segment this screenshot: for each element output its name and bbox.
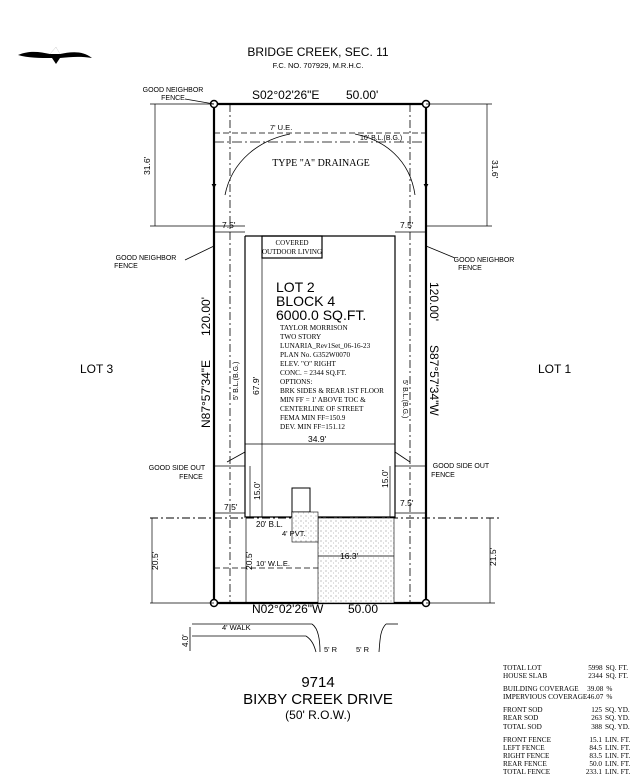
summary-unit: % xyxy=(606,685,613,694)
fence-side-right-1: GOOD SIDE OUT xyxy=(432,463,490,470)
summary-row xyxy=(503,693,629,701)
summary-row xyxy=(503,685,629,693)
bearing-bottom-distance: 50.00 xyxy=(348,602,379,616)
drive-left: 20.5' xyxy=(150,551,160,570)
address-row: (50' R.O.W.) xyxy=(285,708,351,722)
summary-value: 2344 xyxy=(588,672,603,681)
svg-text:TWO STORY: TWO STORY xyxy=(280,333,322,341)
summary-row xyxy=(503,744,629,752)
summary-label: BUILDING COVERAGE xyxy=(503,685,579,694)
summary-row xyxy=(503,752,629,760)
summary-row xyxy=(503,736,629,744)
walk-label: 4' WALK xyxy=(222,623,251,632)
setback-left: 7.5' xyxy=(222,220,236,230)
summary-value: 39.08 xyxy=(587,685,604,694)
svg-text:PLAN No. G352W0070: PLAN No. G352W0070 xyxy=(280,351,351,359)
svg-text:CONC. = 2344 SQ.FT.: CONC. = 2344 SQ.FT. xyxy=(280,369,347,377)
front-right: 15.0' xyxy=(380,469,390,488)
fence-top-left-1: GOOD NEIGHBOR xyxy=(142,87,204,94)
drainage-label: TYPE "A" DRAINAGE xyxy=(272,158,370,169)
svg-text:LUNARIA_Rev1Set_06-16-23: LUNARIA_Rev1Set_06-16-23 xyxy=(280,342,371,350)
lot-number: LOT 2 xyxy=(276,279,315,295)
drive-right: 21.5' xyxy=(488,547,498,566)
summary-unit: SQ. YD. xyxy=(605,722,630,731)
setback-right: 7.5' xyxy=(400,220,414,230)
fence-side-left-1: GOOD SIDE OUT xyxy=(148,465,206,472)
summary-label: TOTAL LOT xyxy=(503,664,542,672)
fence-mid-left-1: GOOD NEIGHBOR xyxy=(115,255,177,262)
summary-label: REAR FENCE xyxy=(503,759,547,768)
summary-label: RIGHT FENCE xyxy=(503,751,550,760)
summary-row xyxy=(503,672,629,680)
summary-value: 50.0 xyxy=(589,759,602,768)
summary-label: LEFT FENCE xyxy=(503,743,545,752)
summary-value: 388 xyxy=(591,722,602,731)
covered-label-2: OUTDOOR LIVING xyxy=(261,248,323,256)
address-street: BIXBY CREEK DRIVE xyxy=(243,691,393,708)
svg-text:ELEV. "O" RIGHT: ELEV. "O" RIGHT xyxy=(280,360,336,368)
ue-label: 7' U.E. xyxy=(270,123,293,132)
bl-side-left: 5' B.L.(B.G.) xyxy=(233,361,240,400)
covered-label-1: COVERED xyxy=(275,239,309,247)
bearing-top: S02°02'26"E xyxy=(252,88,320,102)
summary-row xyxy=(503,760,629,768)
front-left: 15.0' xyxy=(252,481,262,500)
summary-value: 84.5 xyxy=(589,743,602,752)
wle-label: 10' W.L.E. xyxy=(256,559,290,568)
north-arrow-icon xyxy=(18,47,92,64)
summary-unit: % xyxy=(606,693,613,702)
fence-mid-right-2: FENCE xyxy=(458,265,482,272)
summary-label: REAR SOD xyxy=(503,714,539,723)
bearing-left-distance: 120.00' xyxy=(199,297,213,336)
summary-label: TOTAL SOD xyxy=(503,722,542,731)
fence-mid-left-2: FENCE xyxy=(114,263,138,270)
lot-left: LOT 3 xyxy=(80,362,114,376)
lot-area: 6000.0 SQ.FT. xyxy=(276,307,367,323)
summary-unit: SQ. FT. xyxy=(605,664,628,672)
bearing-right-distance: 120.00' xyxy=(427,282,441,321)
summary-value: 263 xyxy=(591,714,602,723)
dim-top-right: 31.6' xyxy=(490,160,500,179)
drive-left-inner: 20.5' xyxy=(244,551,254,570)
pvt-label: 4' PVT. xyxy=(282,529,306,538)
dim-top-left: 31.6' xyxy=(142,156,152,175)
summary-unit: SQ. YD. xyxy=(605,714,630,723)
summary-label: FRONT SOD xyxy=(503,706,543,715)
summary-value: 46.07 xyxy=(587,693,604,702)
summary-unit: LIN. FT. xyxy=(605,743,631,752)
porch xyxy=(292,488,310,512)
summary-value: 15.1 xyxy=(589,735,602,744)
summary-row xyxy=(503,723,629,731)
summary-unit: LIN. FT. xyxy=(605,759,631,768)
summary-unit: LIN. FT. xyxy=(605,751,631,760)
bl-top-label: 10' B.L.(B.G.) xyxy=(360,135,403,142)
summary-row xyxy=(503,768,629,776)
fence-mid-right-1: GOOD NEIGHBOR xyxy=(453,257,515,264)
summary-row xyxy=(503,714,629,722)
svg-text:OPTIONS:: OPTIONS: xyxy=(280,378,313,386)
summary-unit: LIN. FT. xyxy=(605,735,631,744)
summary-row xyxy=(503,706,629,714)
summary-value: 5998 xyxy=(588,664,603,672)
walk-width: 16.3' xyxy=(340,551,359,561)
house-width: 34.9' xyxy=(308,434,327,444)
summary-row xyxy=(503,664,629,672)
bearing-right: S87°57'34"W xyxy=(427,345,441,416)
setback-right-front: 7.5' xyxy=(400,498,414,508)
summary-unit: SQ. YD. xyxy=(605,706,630,715)
house-notes xyxy=(280,324,384,431)
subdivision-fc: F.C. NO. 707929, M.R.H.C. xyxy=(272,61,364,70)
svg-text:BRK SIDES & REAR 1ST FLOOR: BRK SIDES & REAR 1ST FLOOR xyxy=(280,387,384,395)
svg-text:DEV. MIN FF=151.12: DEV. MIN FF=151.12 xyxy=(280,423,346,431)
walk-depth: 4.0' xyxy=(181,634,190,647)
bl-side-right: 5' B.L.(B.G.) xyxy=(401,380,408,419)
lot-right: LOT 1 xyxy=(538,362,572,376)
svg-text:CENTERLINE OF STREET: CENTERLINE OF STREET xyxy=(280,405,364,413)
svg-text:FEMA MIN FF=150.9: FEMA MIN FF=150.9 xyxy=(280,414,346,422)
bearing-bottom: N02°02'26"W xyxy=(252,602,324,616)
site-summary-table xyxy=(503,664,629,776)
setback-left-front: 7.5' xyxy=(224,502,238,512)
summary-label: FRONT FENCE xyxy=(503,735,551,744)
bearing-top-distance: 50.00' xyxy=(346,88,379,102)
summary-label: HOUSE SLAB xyxy=(503,672,548,681)
bearing-left: N87°57'34"E xyxy=(199,359,213,428)
address-number: 9714 xyxy=(301,674,335,691)
summary-value: 233.1 xyxy=(585,768,602,776)
fence-side-right-2: FENCE xyxy=(431,472,455,479)
svg-text:MIN FF = 1' ABOVE TOC &: MIN FF = 1' ABOVE TOC & xyxy=(280,396,366,404)
fence-top-left-2: FENCE xyxy=(161,95,185,102)
summary-label: TOTAL FENCE xyxy=(503,768,551,776)
summary-unit: SQ. FT. xyxy=(605,672,628,681)
block-number: BLOCK 4 xyxy=(276,293,336,309)
radius-right: 5' R xyxy=(356,645,370,654)
radius-left: 5' R xyxy=(324,645,338,654)
summary-value: 125 xyxy=(591,706,602,715)
summary-unit: LIN. FT. xyxy=(605,768,631,776)
svg-text:TAYLOR MORRISON: TAYLOR MORRISON xyxy=(280,324,348,332)
bl-front: 20' B.L. xyxy=(256,520,283,529)
summary-value: 83.5 xyxy=(589,751,602,760)
subdivision-name: BRIDGE CREEK, SEC. 11 xyxy=(247,45,389,59)
fence-side-left-2: FENCE xyxy=(179,474,203,481)
house-depth: 67.9' xyxy=(251,376,261,395)
summary-label: IMPERVIOUS COVERAGE xyxy=(503,693,588,702)
